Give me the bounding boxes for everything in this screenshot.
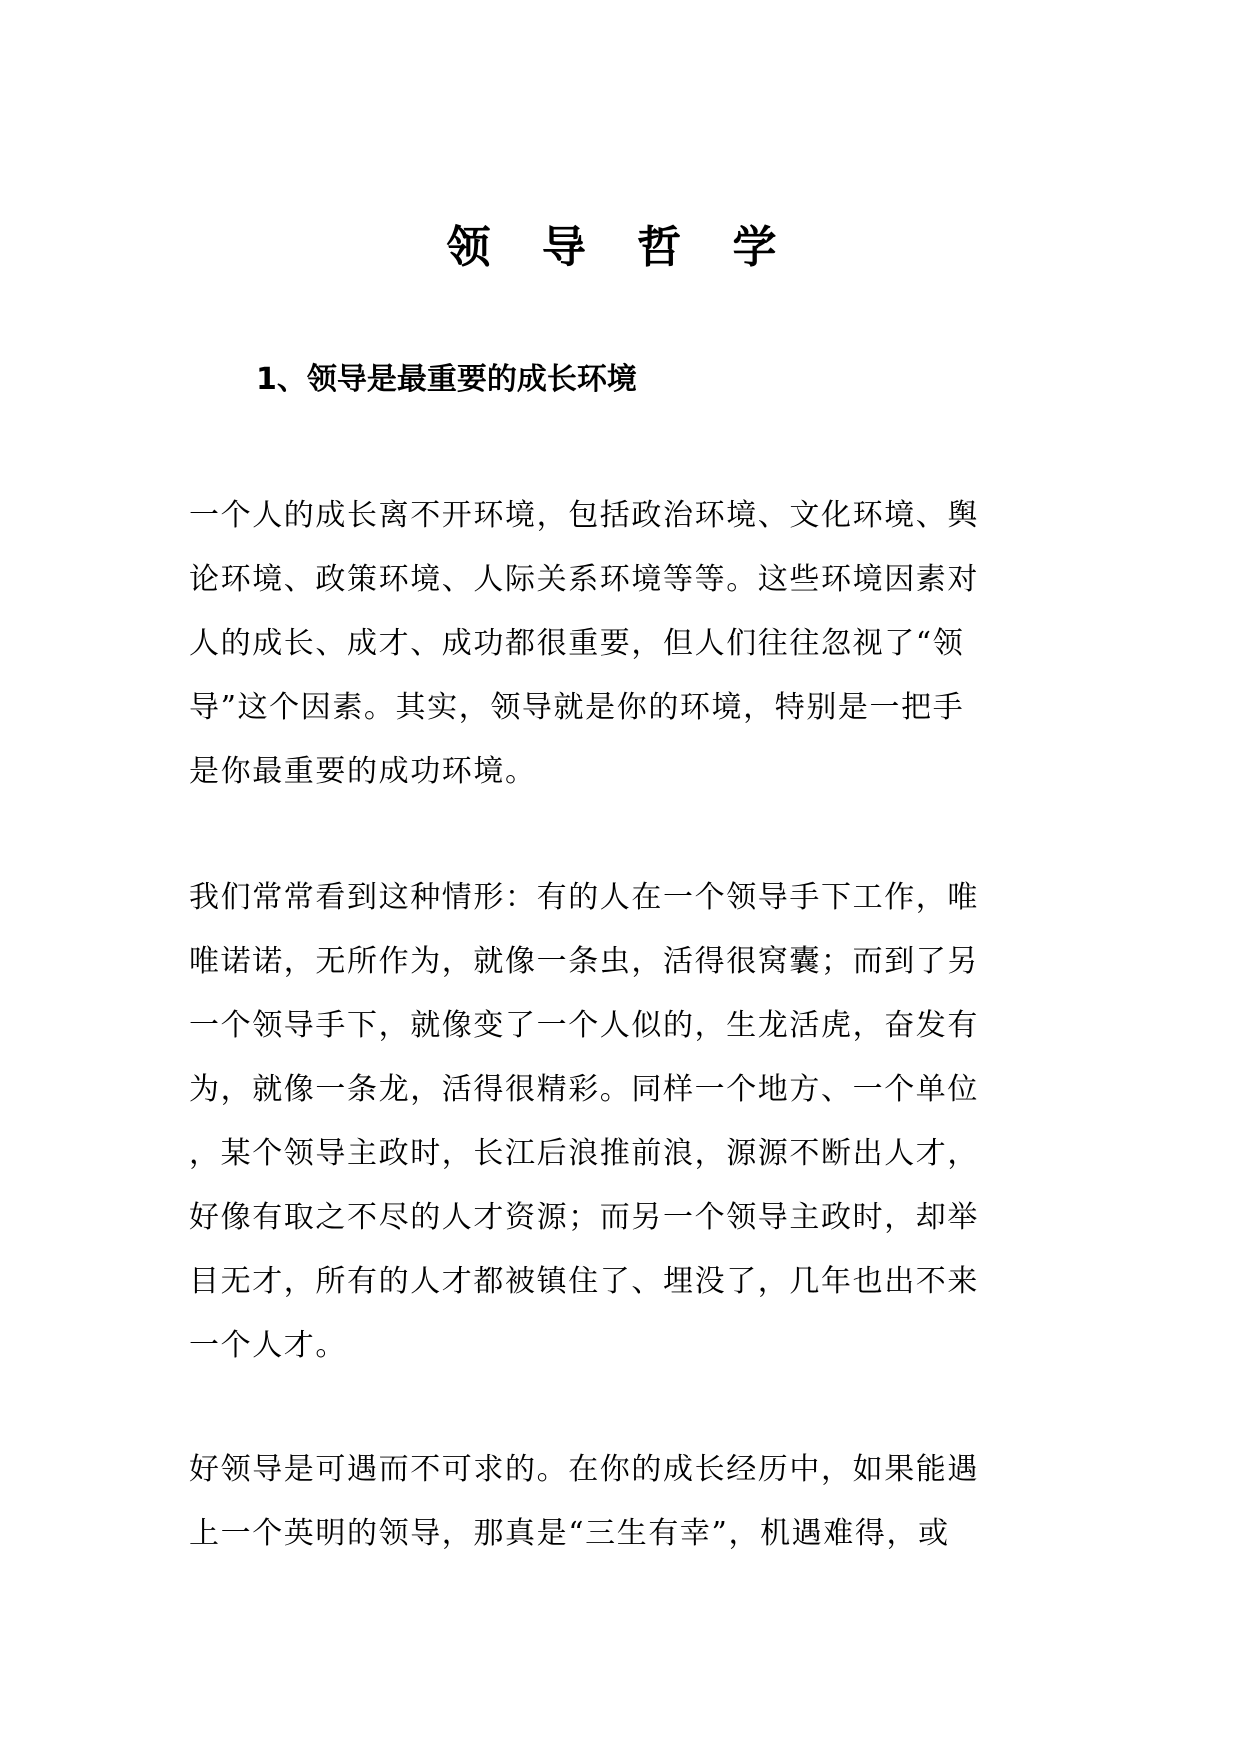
- paragraph-line: 唯诺诺，无所作为，就像一条虫，活得很窝囊；而到了另: [189, 944, 979, 979]
- paragraph-line: 目无才，所有的人才都被镇住了、埋没了，几年也出不来: [189, 1264, 979, 1299]
- paragraph-line: 论环境、政策环境、人际关系环境等等。这些环境因素对: [189, 562, 979, 597]
- paragraph-line: 一个人才。: [189, 1328, 347, 1363]
- section-heading: 1、领导是最重要的成长环境: [256, 362, 637, 397]
- paragraph-line: 一个领导手下，就像变了一个人似的，生龙活虎，奋发有: [189, 1008, 979, 1043]
- paragraph-line: 好像有取之不尽的人才资源；而另一个领导主政时，却举: [189, 1200, 979, 1235]
- document-title: 领 导 哲 学: [446, 222, 795, 273]
- paragraph-line: 我们常常看到这种情形：有的人在一个领导手下工作，唯: [189, 880, 979, 915]
- paragraph-line: 为，就像一条龙，活得很精彩。同样一个地方、一个单位: [189, 1072, 979, 1107]
- paragraph-line: ，某个领导主政时，长江后浪推前浪，源源不断出人才，: [189, 1136, 979, 1171]
- paragraph-line: 人的成长、成才、成功都很重要，但人们往往忽视了“领: [189, 626, 965, 661]
- paragraph-line: 导”这个因素。其实，领导就是你的环境，特别是一把手: [189, 690, 965, 725]
- paragraph-line: 一个人的成长离不开环境，包括政治环境、文化环境、舆: [189, 498, 979, 533]
- paragraph: [189, 484, 1029, 804]
- paragraph-line: 是你最重要的成功环境。: [189, 754, 537, 789]
- paragraph-line: 好领导是可遇而不可求的。在你的成长经历中，如果能遇: [189, 1452, 979, 1487]
- paragraph: [189, 866, 1029, 1378]
- paragraph-line: 上一个英明的领导，那真是“三生有幸”，机遇难得，或: [189, 1516, 950, 1551]
- paragraph: [189, 1438, 1029, 1566]
